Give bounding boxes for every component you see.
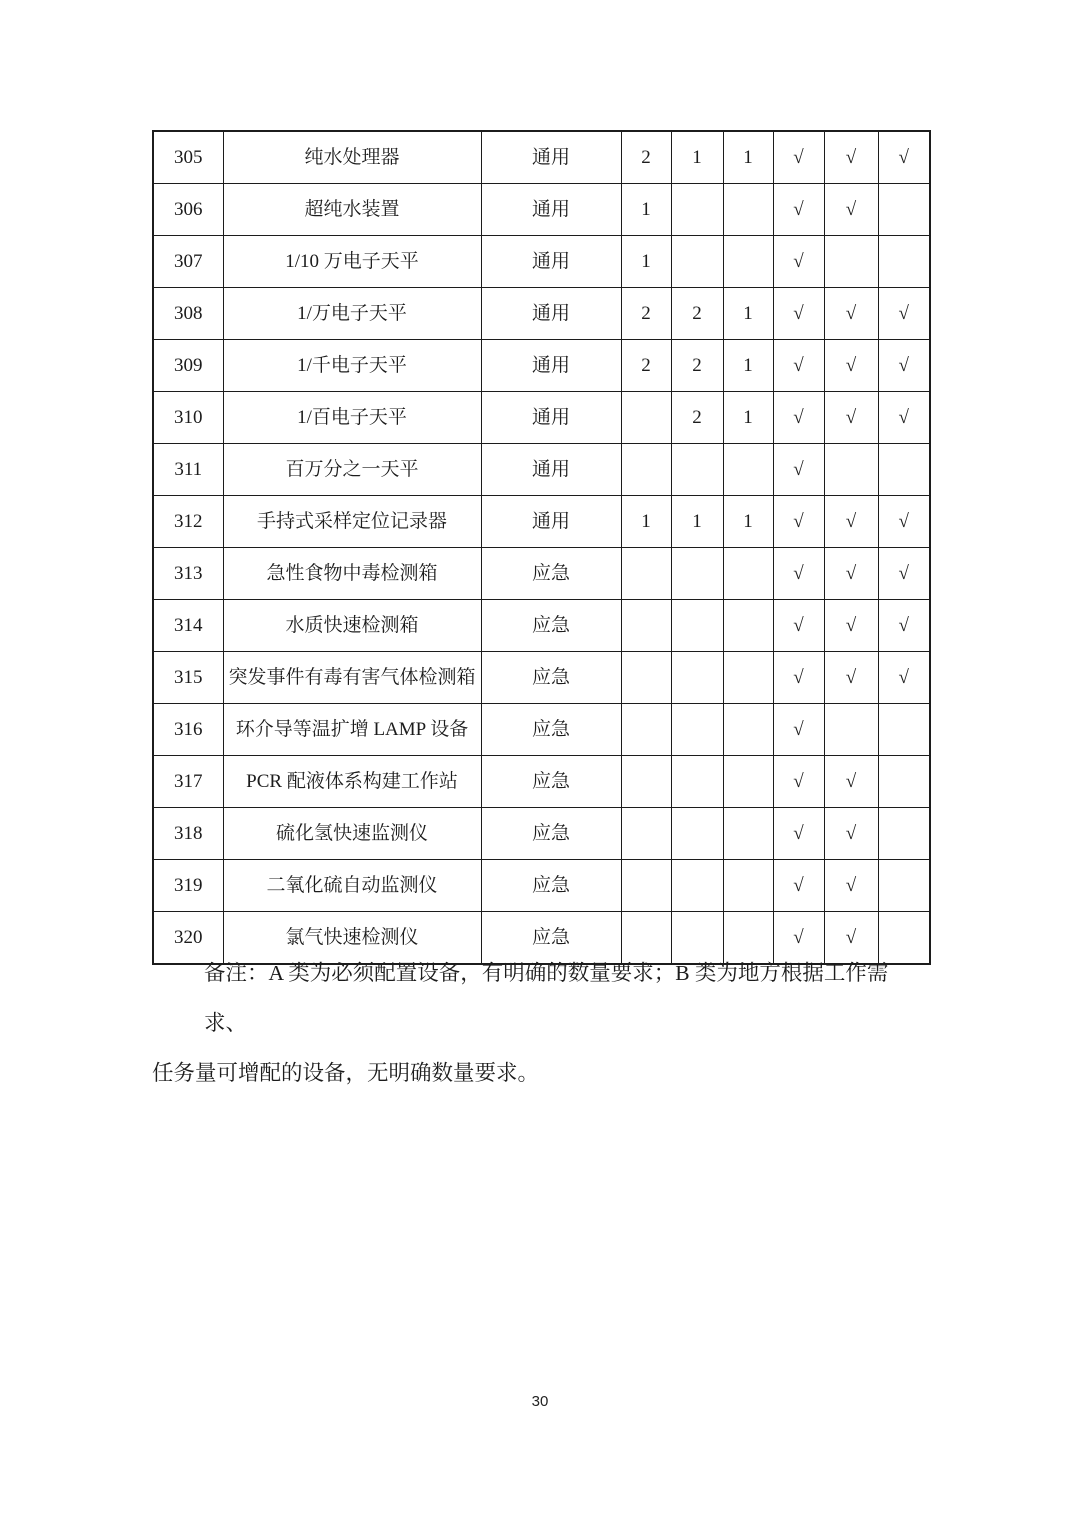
quantity-1-cell: 1 xyxy=(621,496,671,548)
note-paragraph xyxy=(152,948,930,1098)
category-cell: 通用 xyxy=(481,236,621,288)
quantity-3-cell xyxy=(723,184,773,236)
row-number-cell: 311 xyxy=(153,444,223,496)
equipment-name-cell: 1/千电子天平 xyxy=(223,340,481,392)
check-2-cell: √ xyxy=(824,600,878,652)
check-3-cell: √ xyxy=(878,496,930,548)
quantity-1-cell xyxy=(621,548,671,600)
equipment-name-cell: 超纯水装置 xyxy=(223,184,481,236)
quantity-2-cell xyxy=(671,444,723,496)
equipment-name-cell: 1/10 万电子天平 xyxy=(223,236,481,288)
equipment-name-cell: 纯水处理器 xyxy=(223,131,481,184)
check-2-cell: √ xyxy=(824,131,878,184)
equipment-name-cell: 环介导等温扩增 LAMP 设备 xyxy=(223,704,481,756)
quantity-1-cell xyxy=(621,860,671,912)
table-row xyxy=(153,860,930,912)
quantity-2-cell xyxy=(671,860,723,912)
table-row xyxy=(153,340,930,392)
table-row xyxy=(153,496,930,548)
quantity-1-cell xyxy=(621,444,671,496)
quantity-2-cell xyxy=(671,704,723,756)
row-number-cell: 319 xyxy=(153,860,223,912)
row-number-cell: 312 xyxy=(153,496,223,548)
check-3-cell xyxy=(878,808,930,860)
category-cell: 通用 xyxy=(481,340,621,392)
row-number-cell: 313 xyxy=(153,548,223,600)
note-line-2: 任务量可增配的设备，无明确数量要求。 xyxy=(152,1061,540,1085)
check-2-cell: √ xyxy=(824,340,878,392)
table-row xyxy=(153,236,930,288)
check-3-cell: √ xyxy=(878,548,930,600)
row-number-cell: 310 xyxy=(153,392,223,444)
quantity-2-cell xyxy=(671,652,723,704)
category-cell: 应急 xyxy=(481,808,621,860)
equipment-name-cell: 硫化氢快速监测仪 xyxy=(223,808,481,860)
check-3-cell xyxy=(878,444,930,496)
note-line-1: 备注：A 类为必须配置设备，有明确的数量要求；B 类为地方根据工作需求、 xyxy=(204,961,889,1035)
quantity-1-cell: 2 xyxy=(621,340,671,392)
check-1-cell: √ xyxy=(773,236,824,288)
quantity-1-cell xyxy=(621,652,671,704)
row-number-cell: 315 xyxy=(153,652,223,704)
quantity-3-cell xyxy=(723,704,773,756)
quantity-3-cell: 1 xyxy=(723,131,773,184)
check-1-cell: √ xyxy=(773,704,824,756)
quantity-3-cell: 1 xyxy=(723,288,773,340)
equipment-name-cell: 二氧化硫自动监测仪 xyxy=(223,860,481,912)
check-1-cell: √ xyxy=(773,184,824,236)
quantity-1-cell xyxy=(621,808,671,860)
equipment-name-cell: 手持式采样定位记录器 xyxy=(223,496,481,548)
row-number-cell: 316 xyxy=(153,704,223,756)
check-1-cell: √ xyxy=(773,444,824,496)
quantity-1-cell: 1 xyxy=(621,236,671,288)
table-row xyxy=(153,704,930,756)
check-2-cell: √ xyxy=(824,652,878,704)
check-2-cell xyxy=(824,704,878,756)
quantity-1-cell: 2 xyxy=(621,131,671,184)
table-row xyxy=(153,652,930,704)
check-3-cell: √ xyxy=(878,131,930,184)
quantity-3-cell xyxy=(723,860,773,912)
category-cell: 通用 xyxy=(481,131,621,184)
quantity-2-cell: 2 xyxy=(671,288,723,340)
check-2-cell xyxy=(824,236,878,288)
equipment-name-cell: 水质快速检测箱 xyxy=(223,600,481,652)
check-3-cell: √ xyxy=(878,652,930,704)
check-1-cell: √ xyxy=(773,652,824,704)
table-row xyxy=(153,548,930,600)
check-3-cell: √ xyxy=(878,340,930,392)
quantity-1-cell xyxy=(621,600,671,652)
check-1-cell: √ xyxy=(773,808,824,860)
check-3-cell xyxy=(878,236,930,288)
row-number-cell: 308 xyxy=(153,288,223,340)
quantity-3-cell xyxy=(723,236,773,288)
equipment-name-cell: 急性食物中毒检测箱 xyxy=(223,548,481,600)
check-2-cell: √ xyxy=(824,860,878,912)
row-number-cell: 320 xyxy=(153,912,223,965)
quantity-2-cell: 2 xyxy=(671,340,723,392)
category-cell: 应急 xyxy=(481,704,621,756)
table-row xyxy=(153,808,930,860)
equipment-name-cell: 1/万电子天平 xyxy=(223,288,481,340)
check-1-cell: √ xyxy=(773,288,824,340)
check-1-cell: √ xyxy=(773,392,824,444)
row-number-cell: 317 xyxy=(153,756,223,808)
quantity-2-cell: 1 xyxy=(671,131,723,184)
category-cell: 通用 xyxy=(481,184,621,236)
equipment-name-cell: 百万分之一天平 xyxy=(223,444,481,496)
quantity-2-cell xyxy=(671,600,723,652)
quantity-3-cell xyxy=(723,444,773,496)
check-1-cell: √ xyxy=(773,756,824,808)
quantity-2-cell xyxy=(671,184,723,236)
quantity-3-cell xyxy=(723,548,773,600)
category-cell: 通用 xyxy=(481,444,621,496)
row-number-cell: 307 xyxy=(153,236,223,288)
category-cell: 应急 xyxy=(481,860,621,912)
row-number-cell: 318 xyxy=(153,808,223,860)
quantity-1-cell xyxy=(621,704,671,756)
check-1-cell: √ xyxy=(773,860,824,912)
check-2-cell: √ xyxy=(824,392,878,444)
equipment-name-cell: 氯气快速检测仪 xyxy=(223,912,481,965)
check-2-cell: √ xyxy=(824,808,878,860)
table-row xyxy=(153,444,930,496)
check-2-cell xyxy=(824,444,878,496)
table-row xyxy=(153,288,930,340)
category-cell: 通用 xyxy=(481,496,621,548)
quantity-3-cell xyxy=(723,756,773,808)
check-3-cell: √ xyxy=(878,392,930,444)
check-2-cell: √ xyxy=(824,548,878,600)
category-cell: 应急 xyxy=(481,600,621,652)
row-number-cell: 305 xyxy=(153,131,223,184)
quantity-3-cell: 1 xyxy=(723,392,773,444)
check-1-cell: √ xyxy=(773,600,824,652)
category-cell: 应急 xyxy=(481,548,621,600)
check-1-cell: √ xyxy=(773,340,824,392)
check-3-cell xyxy=(878,184,930,236)
category-cell: 应急 xyxy=(481,652,621,704)
equipment-name-cell: PCR 配液体系构建工作站 xyxy=(223,756,481,808)
table-row xyxy=(153,600,930,652)
table-row xyxy=(153,392,930,444)
page-number: 30 xyxy=(531,1393,549,1410)
check-1-cell: √ xyxy=(773,131,824,184)
equipment-table xyxy=(152,130,931,965)
row-number-cell: 314 xyxy=(153,600,223,652)
quantity-2-cell: 2 xyxy=(671,392,723,444)
equipment-name-cell: 1/百电子天平 xyxy=(223,392,481,444)
category-cell: 应急 xyxy=(481,912,621,965)
check-3-cell: √ xyxy=(878,600,930,652)
quantity-1-cell: 1 xyxy=(621,184,671,236)
quantity-2-cell: 1 xyxy=(671,496,723,548)
check-2-cell: √ xyxy=(824,184,878,236)
check-3-cell xyxy=(878,860,930,912)
check-3-cell: √ xyxy=(878,288,930,340)
equipment-table-body xyxy=(153,131,930,964)
table-row xyxy=(153,756,930,808)
quantity-2-cell xyxy=(671,756,723,808)
quantity-3-cell xyxy=(723,600,773,652)
quantity-3-cell: 1 xyxy=(723,340,773,392)
category-cell: 应急 xyxy=(481,756,621,808)
equipment-name-cell: 突发事件有毒有害气体检测箱 xyxy=(223,652,481,704)
quantity-3-cell: 1 xyxy=(723,496,773,548)
quantity-1-cell xyxy=(621,756,671,808)
quantity-1-cell: 2 xyxy=(621,288,671,340)
check-1-cell: √ xyxy=(773,548,824,600)
check-2-cell: √ xyxy=(824,288,878,340)
quantity-3-cell xyxy=(723,652,773,704)
table-row xyxy=(153,131,930,184)
check-1-cell: √ xyxy=(773,496,824,548)
check-2-cell: √ xyxy=(824,912,878,965)
row-number-cell: 306 xyxy=(153,184,223,236)
quantity-2-cell xyxy=(671,808,723,860)
quantity-3-cell xyxy=(723,808,773,860)
check-2-cell: √ xyxy=(824,756,878,808)
check-3-cell xyxy=(878,704,930,756)
category-cell: 通用 xyxy=(481,288,621,340)
category-cell: 通用 xyxy=(481,392,621,444)
table-row xyxy=(153,184,930,236)
quantity-2-cell xyxy=(671,236,723,288)
check-1-cell: √ xyxy=(773,912,824,965)
check-2-cell: √ xyxy=(824,496,878,548)
check-3-cell xyxy=(878,756,930,808)
row-number-cell: 309 xyxy=(153,340,223,392)
quantity-1-cell xyxy=(621,392,671,444)
quantity-2-cell xyxy=(671,548,723,600)
